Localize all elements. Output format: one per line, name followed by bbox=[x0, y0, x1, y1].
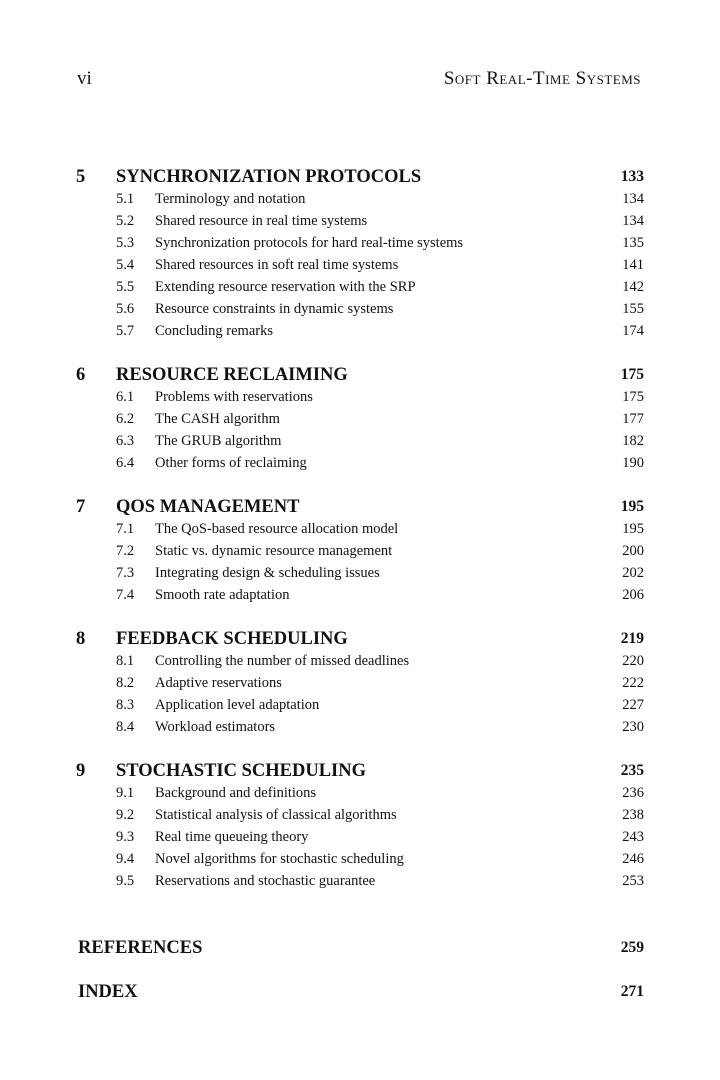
section-entry[interactable] bbox=[0, 848, 720, 870]
chapter-entry[interactable] bbox=[0, 364, 720, 386]
back-matter-page: 259 bbox=[620, 939, 644, 956]
section-number: 5.5 bbox=[116, 279, 135, 295]
section-title: Reservations and stochastic guarantee bbox=[155, 873, 376, 889]
section-entry[interactable] bbox=[0, 540, 720, 562]
section-page: 190 bbox=[622, 455, 644, 471]
section-title: Extending resource reservation with the SRP bbox=[155, 279, 416, 295]
page-number: vi bbox=[77, 68, 92, 89]
section-title: Controlling the number of missed deadlines bbox=[155, 653, 410, 669]
section-entry[interactable] bbox=[0, 694, 720, 716]
section-number: 5.2 bbox=[116, 213, 135, 229]
section-number: 6.4 bbox=[116, 455, 135, 471]
back-matter-entry[interactable] bbox=[0, 981, 720, 1003]
chapter-entry[interactable] bbox=[0, 760, 720, 782]
chapter-page: 219 bbox=[620, 630, 644, 647]
section-number: 9.3 bbox=[116, 829, 135, 845]
section-number: 8.3 bbox=[116, 697, 135, 713]
chapter-title: FEEDBACK SCHEDULING bbox=[116, 629, 348, 649]
section-title: Application level adaptation bbox=[155, 697, 320, 713]
section-page: 142 bbox=[622, 279, 644, 295]
section-entry[interactable] bbox=[0, 716, 720, 738]
section-title: Problems with reservations bbox=[155, 389, 313, 405]
chapter-entry[interactable] bbox=[0, 496, 720, 518]
chapter-number: 7 bbox=[76, 497, 86, 517]
section-page: 243 bbox=[622, 829, 644, 845]
chapter-entry[interactable] bbox=[0, 166, 720, 188]
back-matter-title: REFERENCES bbox=[78, 938, 203, 958]
chapter-title: QOS MANAGEMENT bbox=[116, 497, 300, 517]
chapter-page: 133 bbox=[620, 168, 644, 185]
section-number: 5.4 bbox=[116, 257, 135, 273]
section-number: 9.5 bbox=[116, 873, 135, 889]
back-matter-page: 271 bbox=[620, 983, 644, 1000]
section-number: 6.3 bbox=[116, 433, 135, 449]
section-entry[interactable] bbox=[0, 210, 720, 232]
section-number: 5.3 bbox=[116, 235, 135, 251]
section-entry[interactable] bbox=[0, 518, 720, 540]
section-title: Novel algorithms for stochastic scheduling bbox=[155, 851, 404, 867]
section-page: 135 bbox=[622, 235, 644, 251]
section-title: The QoS-based resource allocation model bbox=[155, 521, 399, 537]
chapter-title: SYNCHRONIZATION PROTOCOLS bbox=[116, 167, 422, 187]
table-of-contents bbox=[0, 166, 720, 1025]
section-number: 8.1 bbox=[116, 653, 135, 669]
section-number: 7.2 bbox=[116, 543, 135, 559]
section-title: The CASH algorithm bbox=[155, 411, 280, 427]
section-page: 134 bbox=[622, 213, 644, 229]
section-page: 253 bbox=[622, 873, 644, 889]
section-title: Shared resources in soft real time systems bbox=[155, 257, 399, 273]
section-page: 155 bbox=[622, 301, 644, 317]
section-page: 206 bbox=[622, 587, 644, 603]
section-entry[interactable] bbox=[0, 826, 720, 848]
section-page: 174 bbox=[622, 323, 644, 339]
section-number: 6.2 bbox=[116, 411, 135, 427]
section-entry[interactable] bbox=[0, 452, 720, 474]
section-page: 175 bbox=[622, 389, 644, 405]
chapter-number: 8 bbox=[76, 629, 86, 649]
section-number: 5.1 bbox=[116, 191, 135, 207]
section-page: 222 bbox=[622, 675, 644, 691]
section-page: 177 bbox=[622, 411, 644, 427]
chapter-page: 235 bbox=[620, 762, 644, 779]
section-entry[interactable] bbox=[0, 188, 720, 210]
section-title: Adaptive reservations bbox=[155, 675, 282, 691]
section-page: 238 bbox=[622, 807, 644, 823]
section-number: 9.4 bbox=[116, 851, 135, 867]
section-title: Real time queueing theory bbox=[155, 829, 309, 845]
section-entry[interactable] bbox=[0, 430, 720, 452]
section-entry[interactable] bbox=[0, 870, 720, 892]
section-entry[interactable] bbox=[0, 650, 720, 672]
chapter-title: RESOURCE RECLAIMING bbox=[116, 365, 348, 385]
chapter-number: 9 bbox=[76, 761, 86, 781]
section-number: 8.2 bbox=[116, 675, 135, 691]
section-page: 236 bbox=[622, 785, 644, 801]
section-number: 5.6 bbox=[116, 301, 135, 317]
section-title: Concluding remarks bbox=[155, 323, 273, 339]
section-page: 182 bbox=[622, 433, 644, 449]
section-entry[interactable] bbox=[0, 672, 720, 694]
section-entry[interactable] bbox=[0, 804, 720, 826]
section-title: Resource constraints in dynamic systems bbox=[155, 301, 394, 317]
section-entry[interactable] bbox=[0, 320, 720, 342]
section-title: Shared resource in real time systems bbox=[155, 213, 368, 229]
section-page: 195 bbox=[622, 521, 644, 537]
chapter-title: STOCHASTIC SCHEDULING bbox=[116, 761, 366, 781]
section-number: 5.7 bbox=[116, 323, 135, 339]
section-page: 246 bbox=[622, 851, 644, 867]
chapter-entry[interactable] bbox=[0, 628, 720, 650]
section-title: Statistical analysis of classical algorithms bbox=[155, 807, 397, 823]
running-title: Soft Real-Time Systems bbox=[443, 68, 641, 89]
section-title: Smooth rate adaptation bbox=[155, 587, 290, 603]
section-number: 9.1 bbox=[116, 785, 135, 801]
section-page: 141 bbox=[622, 257, 644, 273]
section-entry[interactable] bbox=[0, 562, 720, 584]
chapter-page: 195 bbox=[620, 498, 644, 515]
section-title: Static vs. dynamic resource management bbox=[155, 543, 393, 559]
section-title: Integrating design & scheduling issues bbox=[155, 565, 380, 581]
chapter-page: 175 bbox=[620, 366, 644, 383]
section-number: 7.4 bbox=[116, 587, 135, 603]
section-entry[interactable] bbox=[0, 298, 720, 320]
chapter-number: 6 bbox=[76, 365, 86, 385]
section-number: 6.1 bbox=[116, 389, 135, 405]
section-title: Other forms of reclaiming bbox=[155, 455, 307, 471]
section-entry[interactable] bbox=[0, 232, 720, 254]
section-page: 230 bbox=[622, 719, 644, 735]
section-title: Workload estimators bbox=[155, 719, 276, 735]
section-entry[interactable] bbox=[0, 408, 720, 430]
section-number: 8.4 bbox=[116, 719, 135, 735]
section-page: 200 bbox=[622, 543, 644, 559]
section-entry[interactable] bbox=[0, 276, 720, 298]
section-page: 134 bbox=[622, 191, 644, 207]
section-number: 7.3 bbox=[116, 565, 135, 581]
section-entry[interactable] bbox=[0, 584, 720, 606]
section-title: Synchronization protocols for hard real-time systems bbox=[155, 235, 464, 251]
back-matter-title: INDEX bbox=[78, 982, 138, 1002]
section-title: Terminology and notation bbox=[155, 191, 306, 207]
section-entry[interactable] bbox=[0, 782, 720, 804]
section-title: Background and definitions bbox=[155, 785, 317, 801]
section-entry[interactable] bbox=[0, 254, 720, 276]
section-page: 202 bbox=[622, 565, 644, 581]
section-number: 7.1 bbox=[116, 521, 135, 537]
back-matter-entry[interactable] bbox=[0, 937, 720, 959]
section-page: 220 bbox=[622, 653, 644, 669]
section-page: 227 bbox=[622, 697, 644, 713]
chapter-number: 5 bbox=[76, 167, 86, 187]
section-title: The GRUB algorithm bbox=[155, 433, 282, 449]
section-entry[interactable] bbox=[0, 386, 720, 408]
section-number: 9.2 bbox=[116, 807, 135, 823]
